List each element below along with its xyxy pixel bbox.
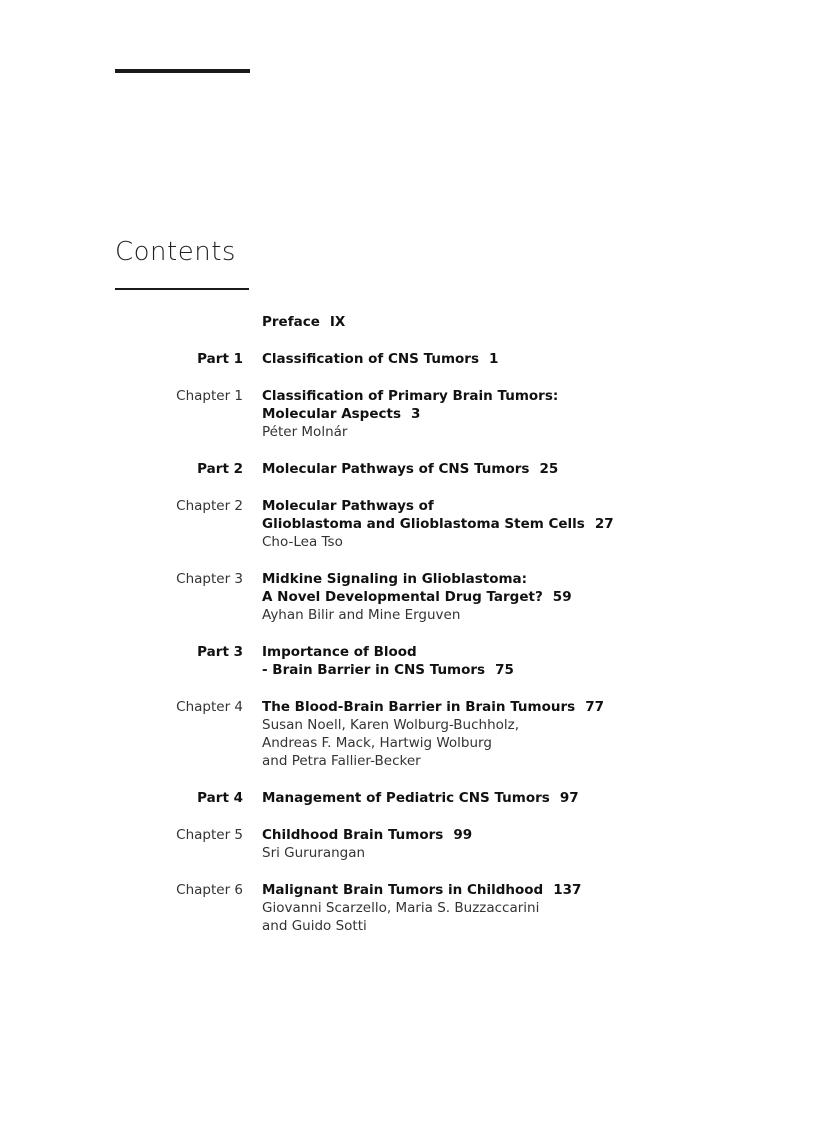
- toc-entry-page: 99: [453, 827, 473, 843]
- heading-rule: [115, 288, 249, 290]
- toc-entry-label: Chapter 3: [176, 571, 243, 587]
- toc-entry-title: Importance of Blood: [262, 644, 417, 660]
- toc-entry-title: Molecular Aspects 3: [262, 406, 421, 422]
- toc-entry-page: IX: [329, 314, 346, 330]
- toc-entry-page: 75: [495, 662, 514, 678]
- toc-chapter-entry[interactable]: [0, 570, 816, 624]
- toc-entry-label: Part 2: [197, 461, 243, 477]
- toc-entry-authors: Susan Noell, Karen Wolburg-Buchholz,: [262, 717, 520, 733]
- toc-entry-title: Malignant Brain Tumors in Childhood 137: [262, 882, 582, 898]
- toc-entry-title: Classification of Primary Brain Tumors:: [262, 388, 559, 404]
- toc-entry-authors: Andreas F. Mack, Hartwig Wolburg: [262, 735, 492, 751]
- toc-chapter-entry[interactable]: [0, 387, 816, 441]
- toc-entry-label: Chapter 4: [176, 699, 243, 715]
- toc-entry-page: 3: [411, 406, 421, 422]
- toc-entry-title: Molecular Pathways of: [262, 498, 434, 514]
- toc-entry-authors: Giovanni Scarzello, Maria S. Buzzaccarini: [262, 900, 540, 916]
- toc-entry-label: Chapter 1: [176, 388, 243, 404]
- toc-entry-title: - Brain Barrier in CNS Tumors 75: [262, 662, 514, 678]
- toc-entry-authors: and Petra Fallier-Becker: [262, 753, 421, 769]
- table-of-contents: [0, 313, 816, 954]
- toc-entry-authors: Sri Gururangan: [262, 845, 366, 861]
- toc-entry-preface[interactable]: [0, 313, 816, 331]
- toc-chapter-entry[interactable]: [0, 698, 816, 770]
- toc-entry-label: Part 1: [197, 351, 243, 367]
- toc-part-entry[interactable]: [0, 460, 816, 478]
- toc-chapter-entry[interactable]: [0, 881, 816, 935]
- toc-entry-authors: Ayhan Bilir and Mine Erguven: [262, 607, 461, 623]
- toc-part-entry[interactable]: [0, 643, 816, 679]
- toc-entry-label: Chapter 5: [176, 827, 243, 843]
- toc-entry-title: The Blood-Brain Barrier in Brain Tumours 77: [262, 699, 604, 715]
- top-rule: [115, 69, 250, 73]
- toc-entry-title: Molecular Pathways of CNS Tumors 25: [262, 461, 559, 477]
- toc-entry-page: 59: [552, 589, 572, 605]
- toc-entry-page: 77: [585, 699, 604, 715]
- toc-entry-page: 97: [559, 790, 579, 806]
- toc-entry-page: 27: [594, 516, 614, 532]
- toc-entry-page: 137: [553, 882, 582, 898]
- toc-entry-label: [0, 313, 243, 331]
- toc-entry-title: A Novel Developmental Drug Target? 59: [262, 589, 572, 605]
- toc-entry-title: Management of Pediatric CNS Tumors 97: [262, 790, 579, 806]
- toc-entry-title: Glioblastoma and Glioblastoma Stem Cells 27: [262, 516, 614, 532]
- toc-entry-label: Part 3: [197, 644, 243, 660]
- toc-entry-authors: Péter Molnár: [262, 424, 348, 440]
- toc-entry-label: Chapter 2: [176, 498, 243, 514]
- toc-entry-title: Classification of CNS Tumors 1: [262, 351, 499, 367]
- toc-entry-title: Midkine Signaling in Glioblastoma:: [262, 571, 528, 587]
- toc-entry-title: Childhood Brain Tumors 99: [262, 827, 473, 843]
- toc-chapter-entry[interactable]: [0, 497, 816, 551]
- toc-entry-authors: and Guido Sotti: [262, 918, 367, 934]
- toc-entry-label: Part 4: [197, 790, 243, 806]
- toc-entry-authors: Cho-Lea Tso: [262, 534, 343, 550]
- toc-chapter-entry[interactable]: [0, 826, 816, 862]
- toc-entry-page: 1: [488, 351, 499, 367]
- toc-entry-label: Chapter 6: [176, 882, 243, 898]
- toc-entry-title: Preface IX: [262, 314, 346, 330]
- page-title: Contents: [115, 237, 236, 267]
- toc-part-entry[interactable]: [0, 789, 816, 807]
- toc-entry-page: 25: [539, 461, 559, 477]
- toc-part-entry[interactable]: [0, 350, 816, 368]
